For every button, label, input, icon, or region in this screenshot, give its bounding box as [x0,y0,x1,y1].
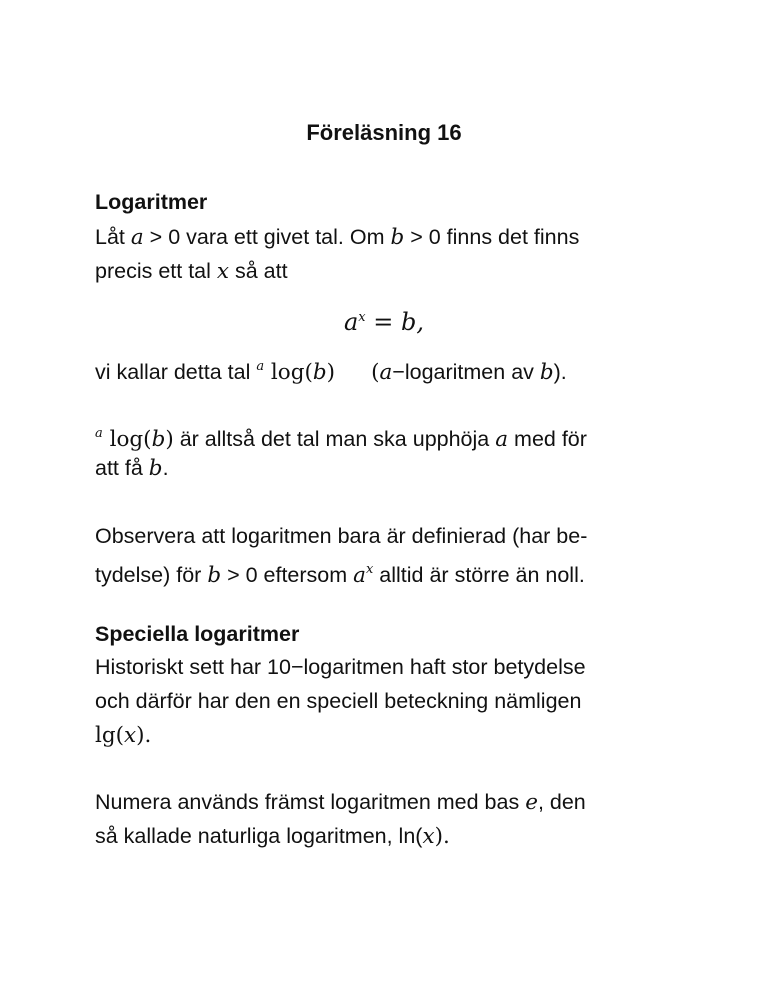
paragraph-line [95,222,579,253]
text: alltid är större än noll. [373,563,585,587]
text: Numera används främst logaritmen med bas [95,790,526,814]
paragraph-line [95,555,585,591]
text: så kallade naturliga logaritmen, ln( [95,824,423,848]
math-exponent: x [365,562,374,577]
text: tydelse) för [95,563,208,587]
text: är alltså det tal man ska upphöja [173,427,496,451]
math-paren: ) [326,360,336,385]
paragraph-line [95,453,169,484]
math-var: b [207,563,222,588]
paragraph-line [95,256,288,287]
page-title: Föreläsning 16 [306,120,462,145]
math-var: a [353,563,366,588]
math-var: b [539,360,554,385]
math-var: a [130,225,144,250]
math-var: a [379,360,393,385]
paragraph-line [95,352,567,388]
math-paren: ( [371,360,380,385]
text: ). [553,360,567,384]
math-var: b [148,456,163,481]
paragraph-line [95,821,450,852]
math-expr: = b, [365,308,424,336]
text: precis ett tal [95,259,217,283]
math-var: a [495,427,509,452]
text: > 0 eftersom [221,563,354,587]
math-var: x [422,824,435,849]
math-exponent: x [358,310,366,325]
math-log: log( [102,427,152,452]
paragraph-line: Historiskt sett har 10−logaritmen haft stor betydelse [95,655,586,679]
math-paren: ). [434,824,450,849]
math-paren: ). [136,723,152,748]
math-var: b [390,225,405,250]
text: −logaritmen av [392,360,540,384]
paragraph-line: och därför har den en speciell beteckning nämligen [95,689,582,713]
text: > 0 vara ett givet tal. Om [143,225,391,249]
paragraph-line [95,720,151,751]
math-var: x [216,259,230,284]
display-formula [0,303,768,338]
math-paren: ) [165,427,174,452]
math-var: a [343,308,359,336]
text: . [162,456,169,480]
math-log: log( [264,360,313,385]
math-func: lg( [95,723,125,748]
text: , den [537,790,586,814]
math-superscript: a [95,426,103,441]
section-heading-logaritmer: Logaritmer [95,190,208,214]
text: med för [508,427,587,451]
math-var: b [151,427,166,452]
text: > 0 finns det finns [404,225,580,249]
text: att få [95,456,149,480]
section-heading-speciella: Speciella logaritmer [95,622,300,646]
text: så att [229,259,288,283]
paragraph-line [95,787,586,818]
text: vi kallar detta tal [95,360,257,384]
math-superscript: a [256,359,265,374]
text: Låt [95,225,131,249]
paragraph-line [95,419,587,455]
paragraph-line: Observera att logaritmen bara är definierad (har be- [95,524,588,548]
math-var: e [525,790,538,815]
math-var: b [312,360,327,385]
math-var: x [124,723,137,748]
